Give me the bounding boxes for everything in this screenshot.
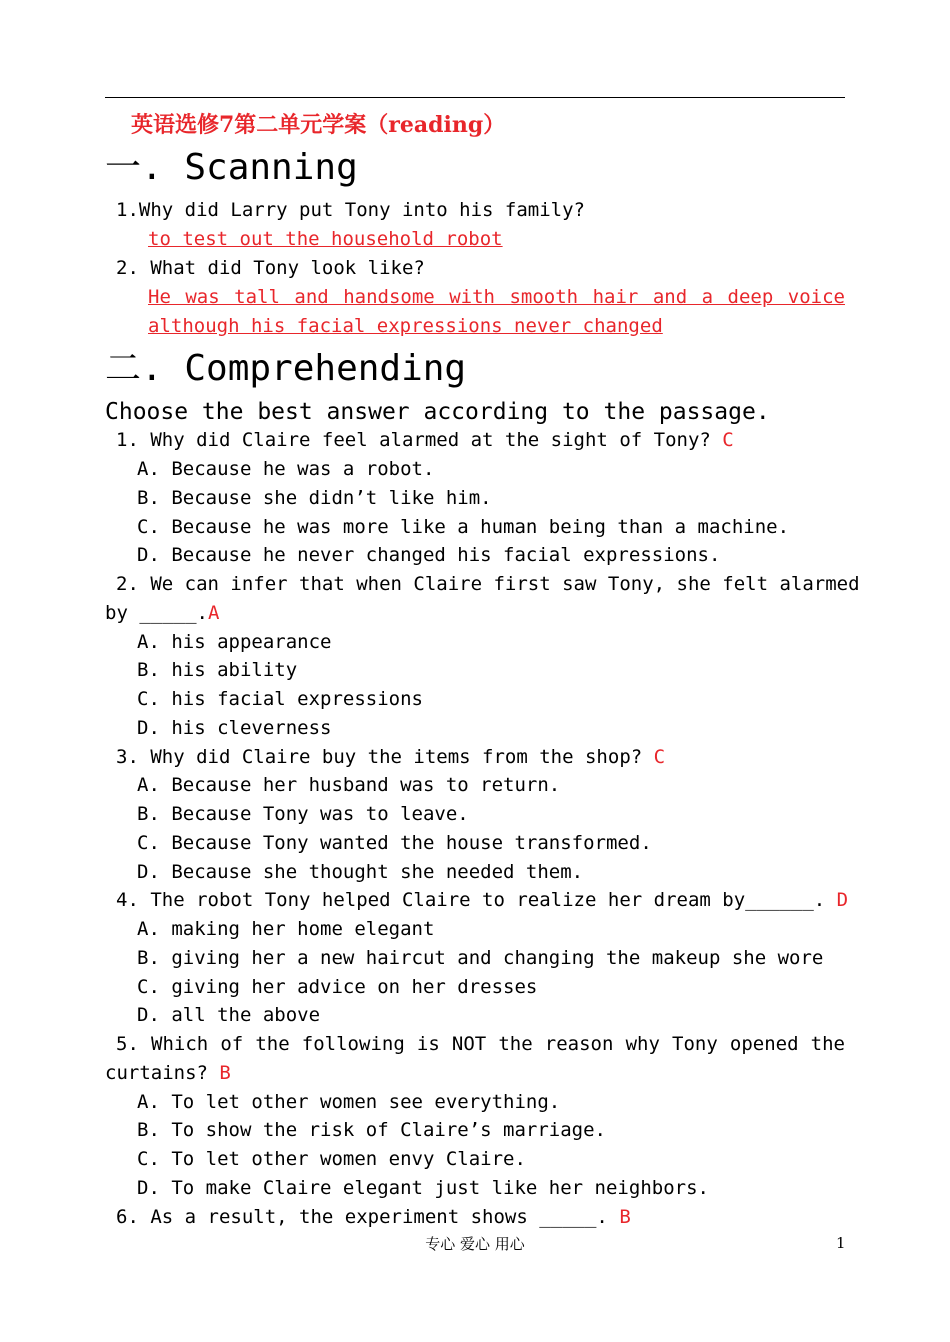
answer-key: B [219, 1062, 231, 1084]
answer-key: C [653, 746, 666, 768]
q1-option-a: A. Because he was a robot. [137, 458, 435, 480]
scanning-answer-1 [148, 226, 503, 252]
q2-option-d: D. his cleverness [137, 717, 332, 739]
q5-option-a: A. To let other women see everything. [137, 1091, 561, 1113]
question-2-line2 [105, 600, 219, 626]
q5-option-b: B. To show the risk of Claire’s marriage. [137, 1119, 606, 1141]
answer-key: D [836, 889, 849, 911]
q5-option-c: C. To let other women envy Claire. [137, 1148, 526, 1170]
answer-key: B [619, 1206, 631, 1228]
q4-option-b: B. giving her a new haircut and changing the makeup she wore [137, 947, 824, 969]
q2-option-c: C. his facial expressions [137, 688, 423, 710]
answer-key: C [722, 429, 734, 451]
answer-key: A [207, 602, 220, 624]
section-heading-comprehending: 二. Comprehending [105, 348, 467, 389]
scanning-answer-2-line2: although his facial expressions never changed [148, 315, 663, 337]
question-text: by _____. [105, 602, 208, 624]
page-footer: 专心 爱心 用心 [425, 1235, 525, 1253]
question-text: 4. The robot Tony helped Claire to realize her dream by______. [116, 889, 837, 911]
q3-option-c: C. Because Tony wanted the house transformed. [137, 832, 652, 854]
answer-text: to test out the household robot [148, 228, 503, 250]
q3-option-a: A. Because her husband was to return. [137, 774, 561, 796]
scanning-question-2: 2. What did Tony look like? [116, 257, 425, 279]
question-4 [116, 887, 848, 913]
q5-option-d: D. To make Claire elegant just like her neighbors. [137, 1177, 709, 1199]
question-text: 3. Why did Claire buy the items from the shop? [116, 746, 654, 768]
q1-option-d: D. Because he never changed his facial expressions. [137, 544, 721, 566]
question-5-line1: 5. Which of the following is NOT the reason why Tony opened the [116, 1033, 845, 1055]
q2-option-b: B. his ability [137, 659, 298, 681]
q1-option-b: B. Because she didn’t like him. [137, 487, 492, 509]
section-instruction: Choose the best answer according to the passage. [105, 399, 770, 425]
question-text: 1. Why did Claire feel alarmed at the sight of Tony? [116, 429, 723, 451]
q4-option-d: D. all the above [137, 1004, 321, 1026]
header-rule [105, 97, 845, 98]
question-5-line2 [105, 1060, 231, 1086]
q3-option-b: B. Because Tony was to leave. [137, 803, 469, 825]
question-text: curtains? [105, 1062, 220, 1084]
question-2-line1: 2. We can infer that when Claire first saw Tony, she felt alarmed [116, 573, 860, 595]
q2-option-a: A. his appearance [137, 631, 332, 653]
question-1 [116, 427, 734, 453]
page-number: 1 [836, 1234, 846, 1252]
question-6 [116, 1204, 631, 1230]
scanning-question-1: 1.Why did Larry put Tony into his family? [116, 199, 585, 221]
document-title: 英语选修7第二单元学案（reading） [131, 112, 506, 138]
section-heading-scanning: 一. Scanning [105, 147, 358, 188]
q1-option-c: C. Because he was more like a human being than a machine. [137, 516, 790, 538]
scanning-answer-2-line1: He was tall and handsome with smooth hair and a deep voice [148, 286, 845, 308]
q3-option-d: D. Because she thought she needed them. [137, 861, 584, 883]
q4-option-a: A. making her home elegant [137, 918, 435, 940]
q4-option-c: C. giving her advice on her dresses [137, 976, 538, 998]
question-3 [116, 744, 665, 770]
question-text: 6. As a result, the experiment shows _____. [116, 1206, 620, 1228]
